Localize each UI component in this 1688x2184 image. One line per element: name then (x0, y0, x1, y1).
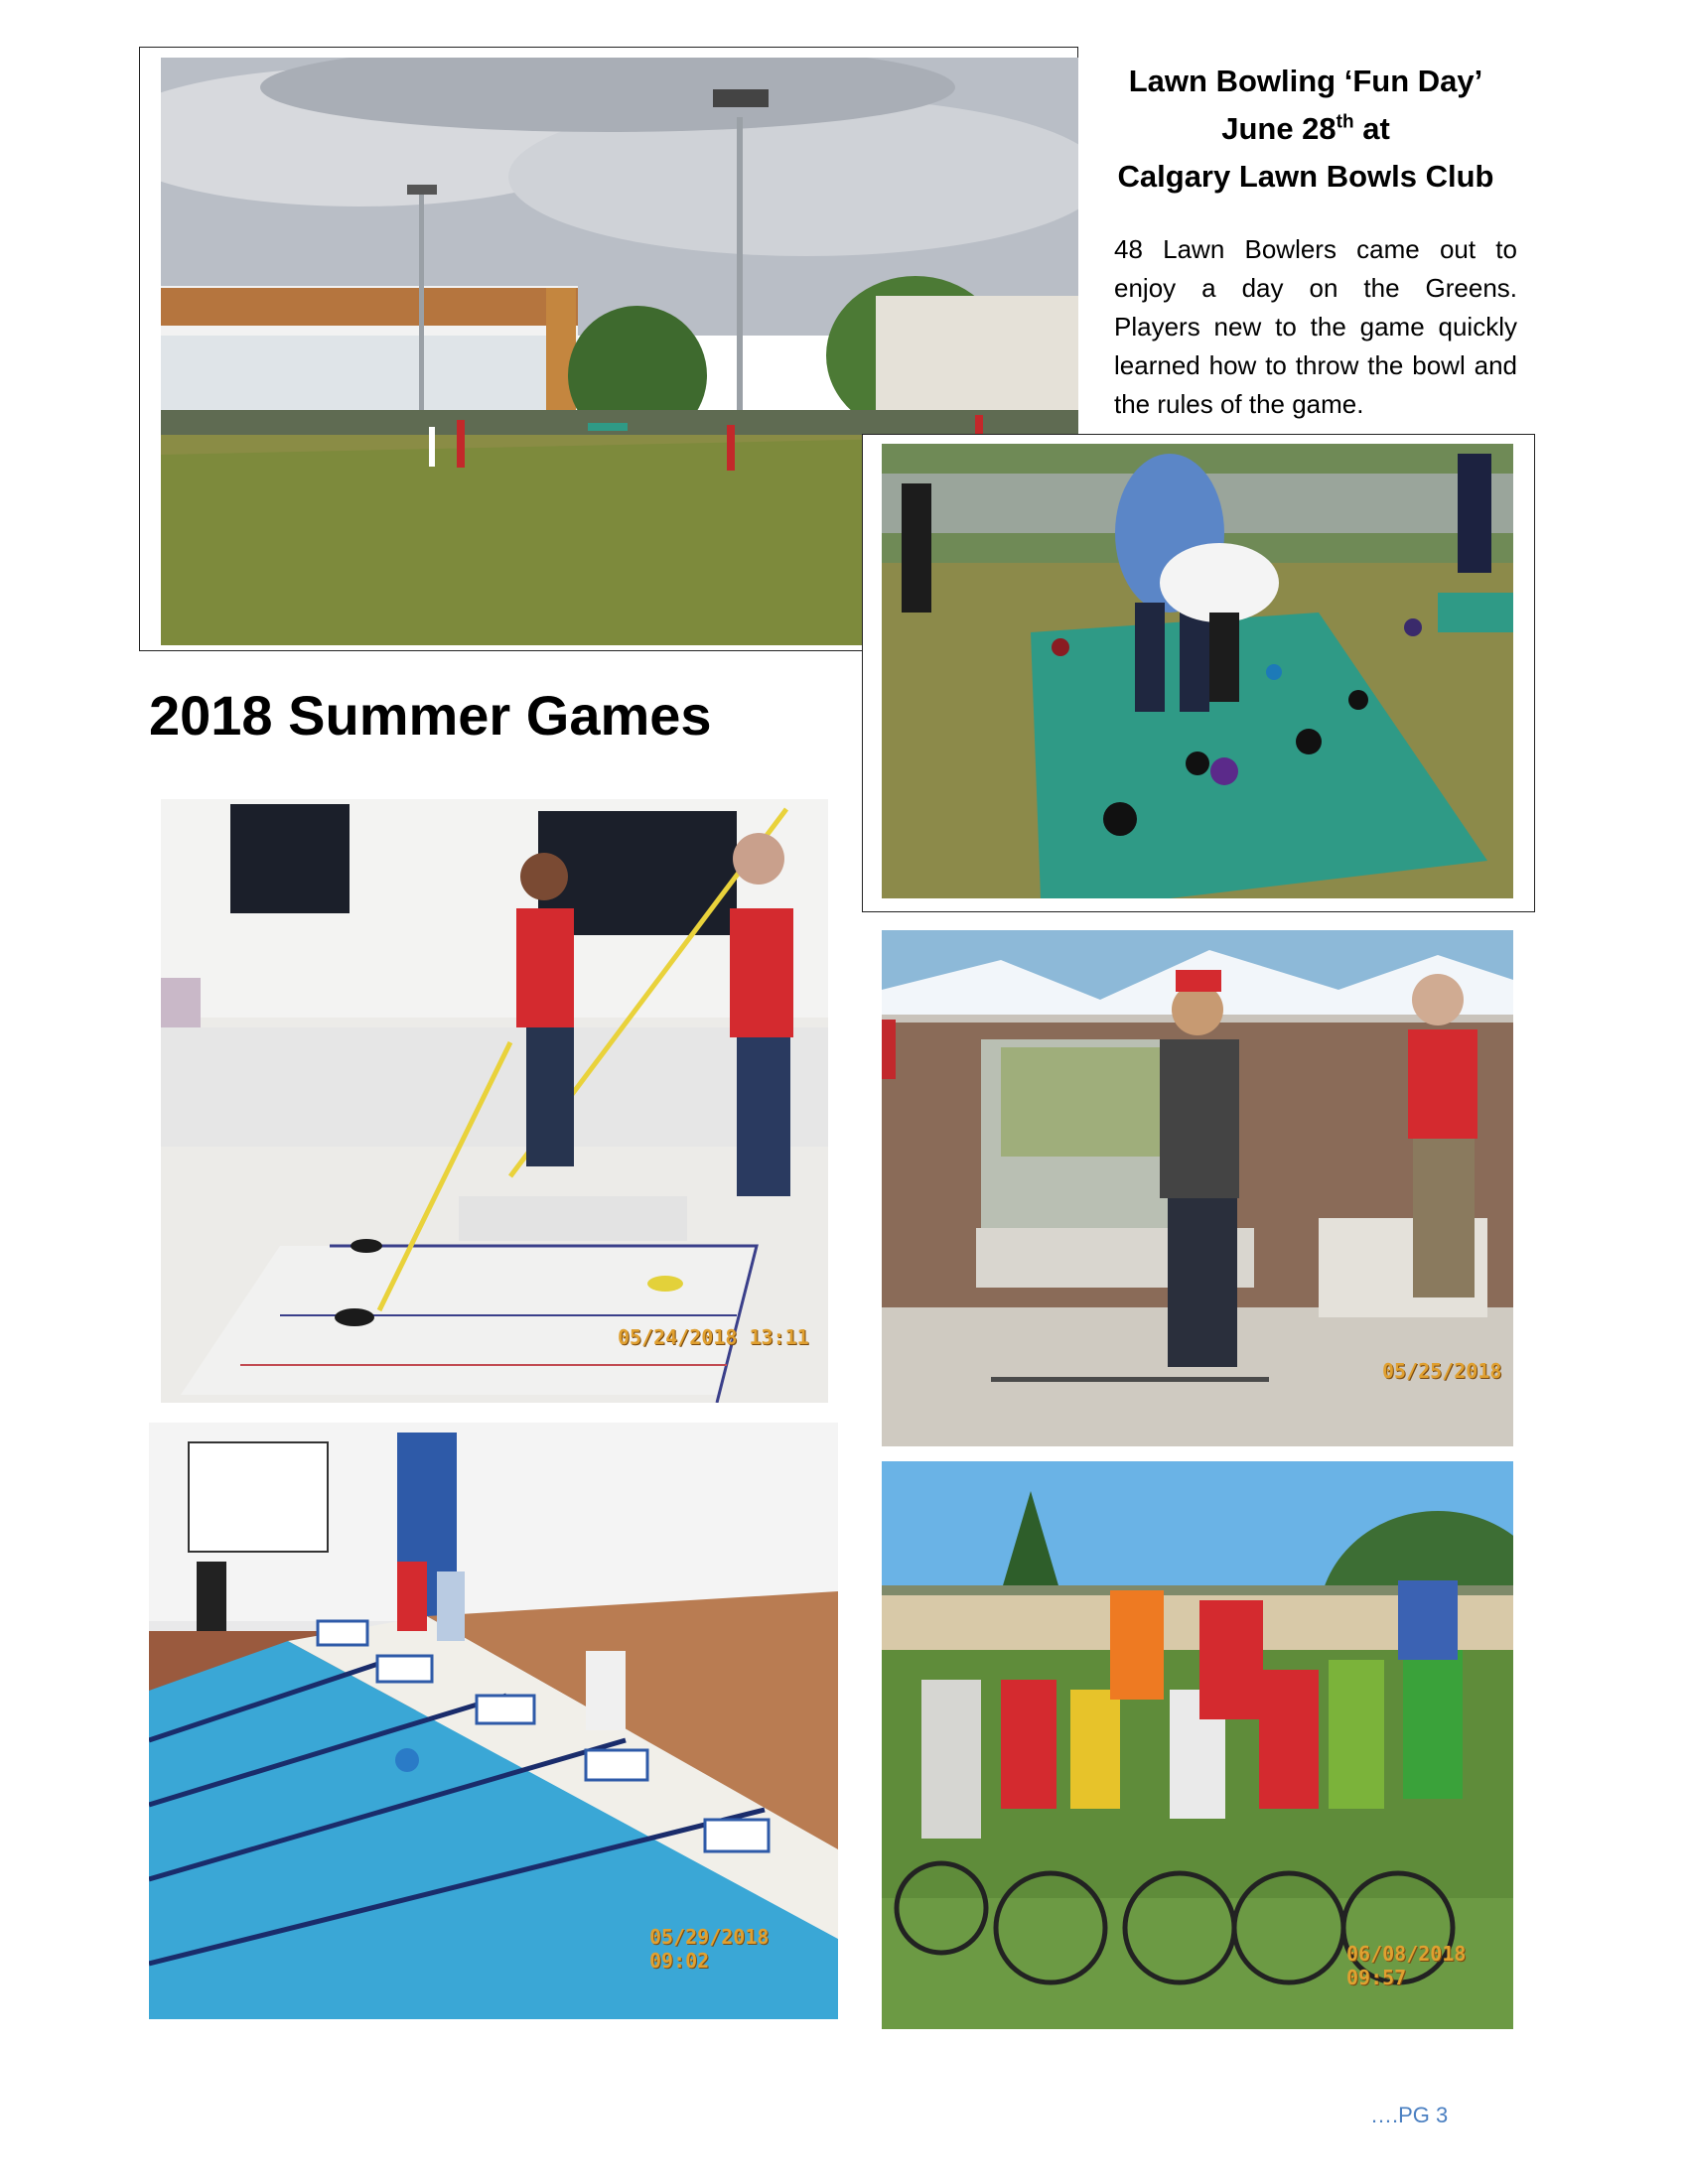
date-main: June 28 (1221, 111, 1336, 146)
swimming-photo (149, 1423, 838, 2019)
lawn-bowling-venue: Calgary Lawn Bowls Club (1117, 159, 1494, 194)
shuffleboard-timestamp: 05/24/2018 13:11 (618, 1325, 809, 1349)
shuffleboard-photo (161, 799, 828, 1403)
cycling-photo (882, 1461, 1513, 2029)
horseshoes-photo (882, 930, 1513, 1446)
cycling-timestamp: 06/08/2018 09:57 (1346, 1942, 1467, 1989)
section-title: 2018 Summer Games (149, 684, 712, 747)
swimming-timestamp: 05/29/2018 09:02 (649, 1925, 770, 1973)
horseshoes-timestamp: 05/25/2018 (1382, 1359, 1502, 1383)
lawn-bowling-heading (1092, 58, 1519, 201)
lawn-bowling-date (1092, 105, 1519, 153)
date-suffix: th (1336, 111, 1354, 133)
lawn-bowling-description: 48 Lawn Bowlers came out to enjoy a day on the Greens. Players new to the game quickly learned how to throw the bowl and the rules of the game. (1114, 234, 1517, 419)
lawn-bowling-title: Lawn Bowling ‘Fun Day’ (1128, 64, 1483, 98)
bowlers-closeup-photo (882, 444, 1513, 898)
date-tail: at (1353, 111, 1390, 146)
page-number: ….PG 3 (1370, 2103, 1449, 2127)
